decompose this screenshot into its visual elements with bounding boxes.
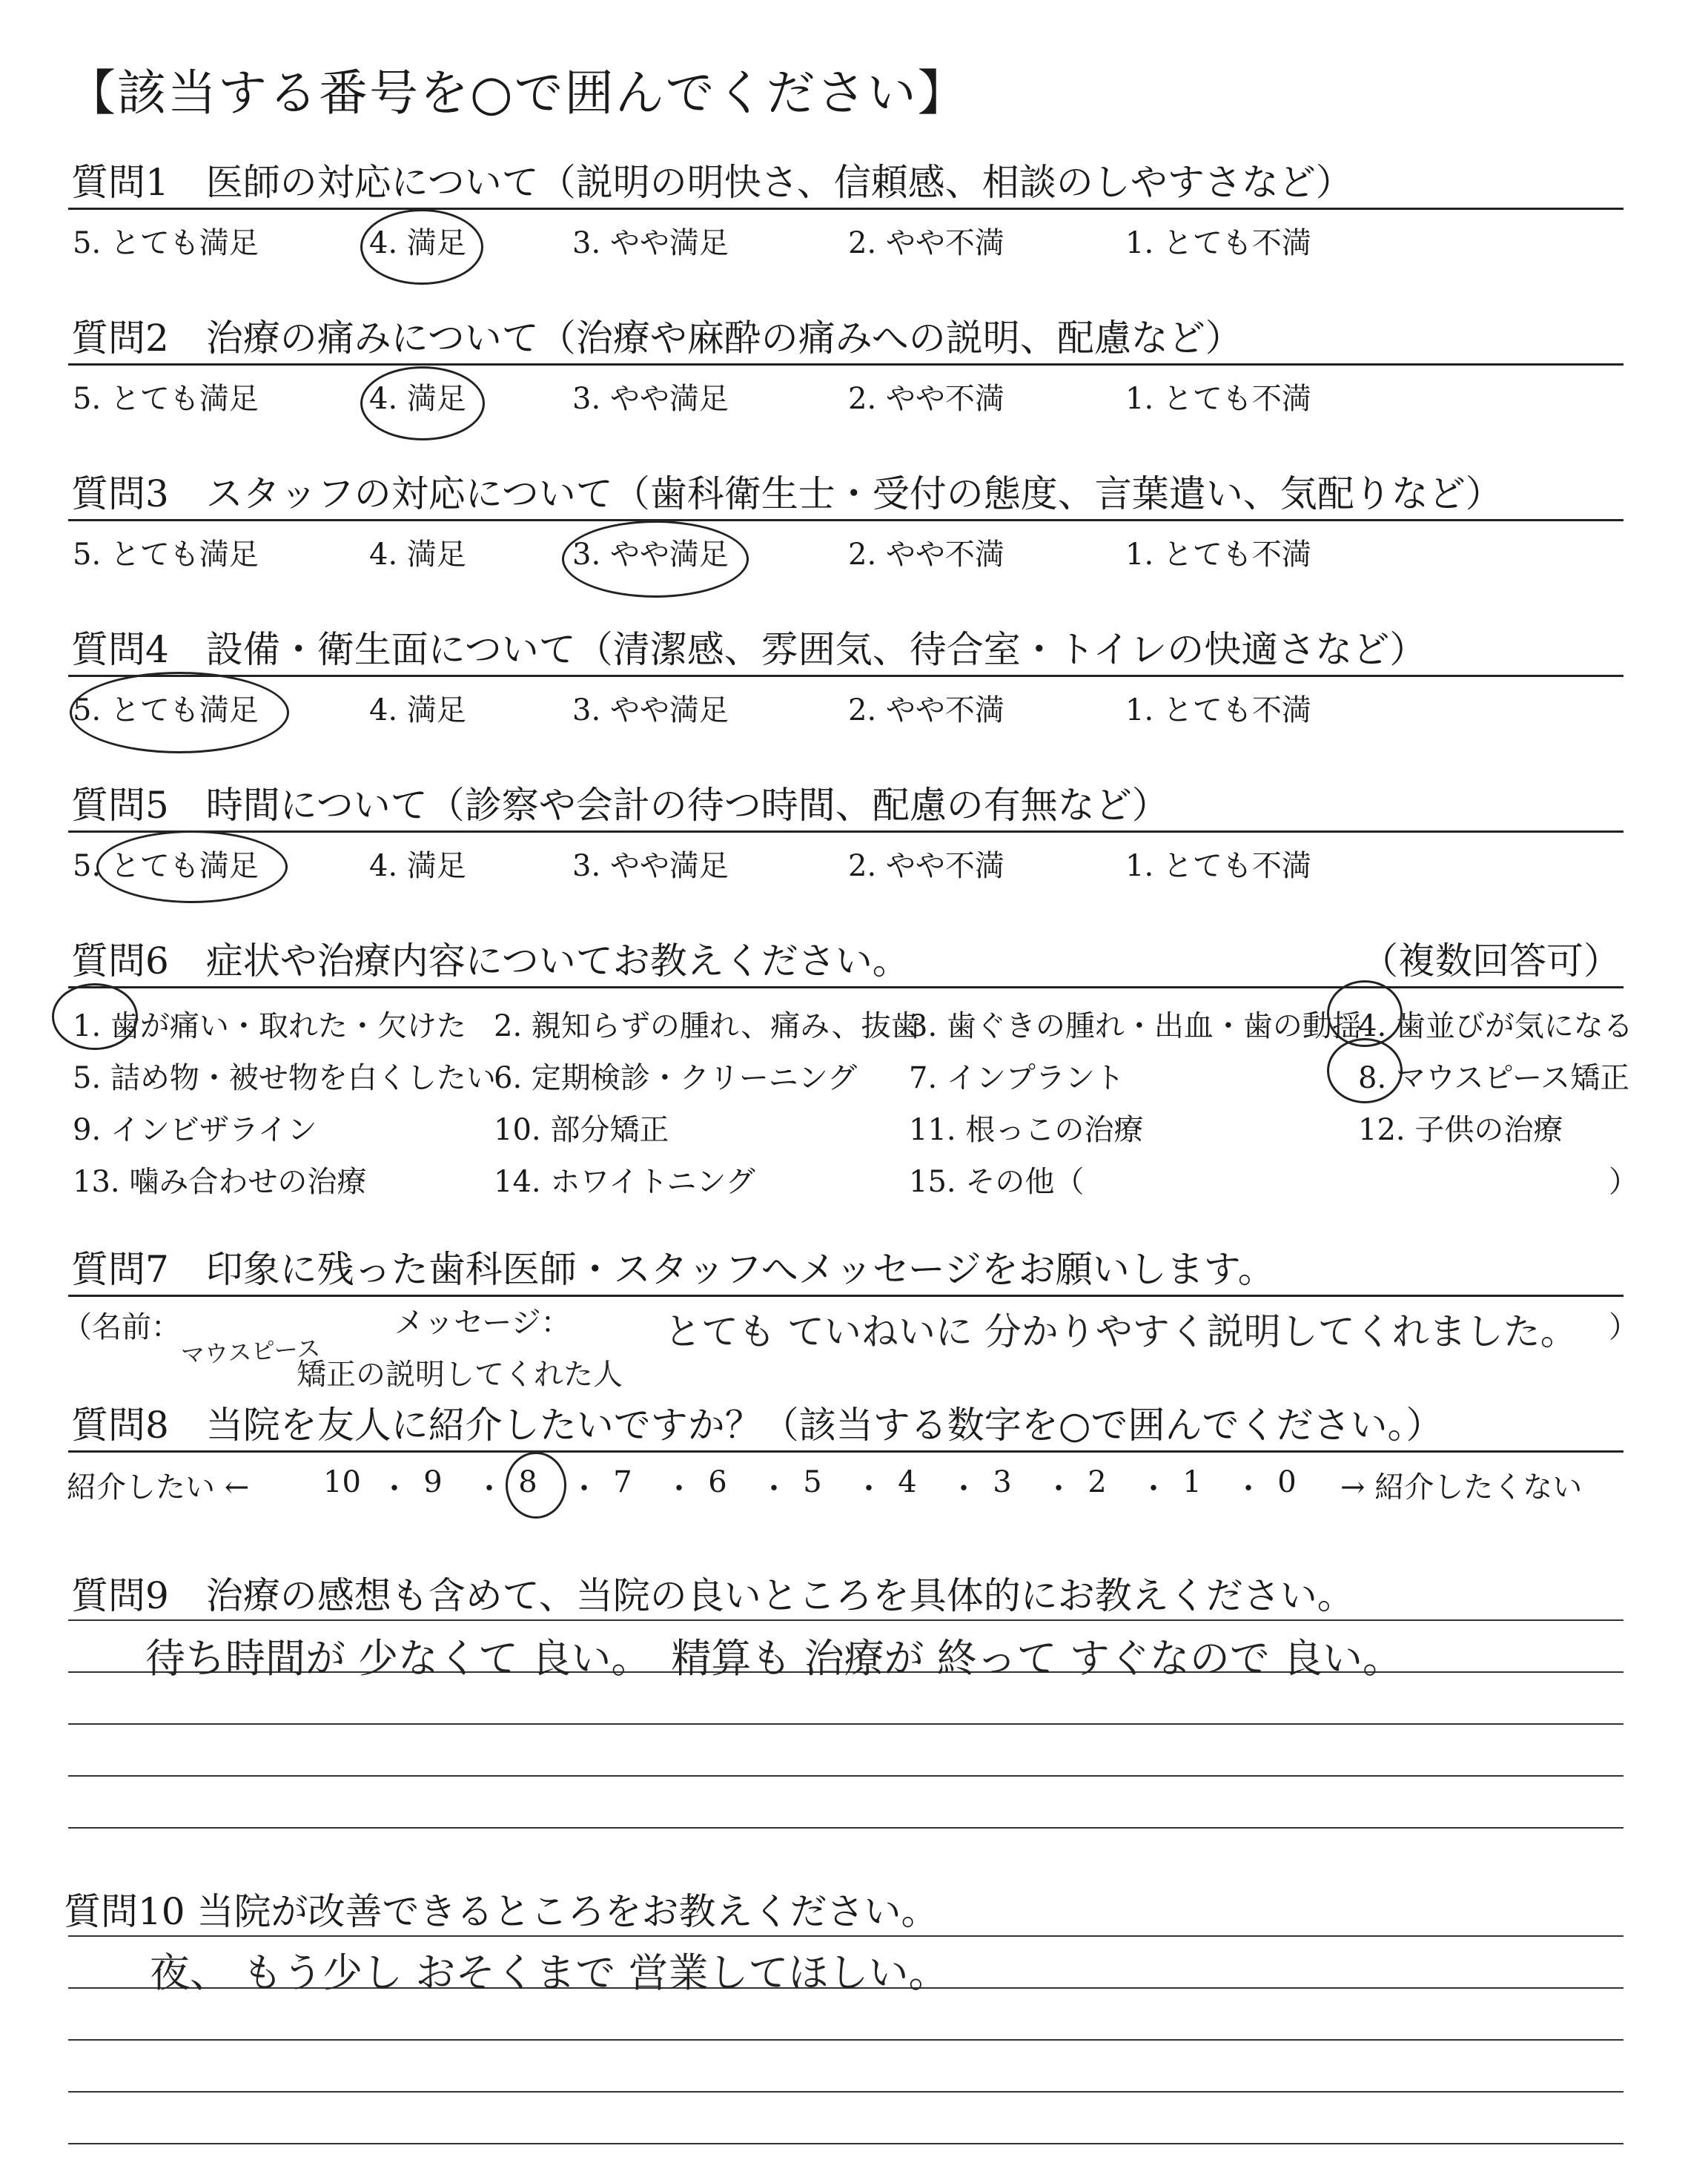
q8-scale-value-1[interactable]: 1	[1182, 1465, 1202, 1499]
q7-close: ）	[1609, 1310, 1638, 1344]
q2-option-3[interactable]: 3. やや満足	[572, 382, 729, 416]
question-5-rule	[68, 830, 1623, 833]
q6-other-close: ）	[1609, 1165, 1638, 1199]
q10-answer-line-4	[68, 2091, 1623, 2093]
q6-item-10[interactable]: 10. 部分矯正	[494, 1113, 669, 1147]
question-2-title: 質問2 治療の痛みについて（治療や麻酔の痛みへの説明、配慮など）	[71, 317, 1242, 360]
q10-answer-line-1	[68, 1935, 1623, 1937]
question-3-title: 質問3 スタッフの対応について（歯科衛生士・受付の態度、言葉遣い、気配りなど）	[71, 472, 1503, 515]
q8-scale-separator: ・	[664, 1472, 694, 1506]
q6-item-13[interactable]: 13. 噛み合わせの治療	[73, 1165, 367, 1199]
q6-item-14[interactable]: 14. ホワイトニング	[494, 1165, 755, 1199]
question-7-rule	[68, 1295, 1623, 1297]
q6-item-6[interactable]: 6. 定期検診・クリーニング	[494, 1061, 858, 1095]
q1-option-1[interactable]: 1. とても不満	[1125, 226, 1311, 260]
q9-answer-line-1	[68, 1619, 1623, 1621]
question-7-title: 質問7 印象に残った歯科医師・スタッフへメッセージをお願いします。	[71, 1248, 1275, 1291]
q2-option-2[interactable]: 2. やや不満	[848, 382, 1004, 416]
question-4-title: 質問4 設備・衛生面について（清潔感、雰囲気、待合室・トイレの快適さなど）	[71, 628, 1427, 671]
q2-option-4[interactable]: 4. 満足	[369, 382, 466, 416]
question-2-rule	[68, 363, 1623, 366]
q3-option-3[interactable]: 3. やや満足	[572, 538, 729, 572]
q2-option-1[interactable]: 1. とても不満	[1125, 382, 1311, 416]
q7-message-label: メッセージ：	[394, 1306, 571, 1340]
question-6-rule	[68, 986, 1623, 988]
q8-scale-value-10[interactable]: 10	[323, 1465, 361, 1499]
q4-option-3[interactable]: 3. やや満足	[572, 693, 729, 727]
q8-scale-separator: ・	[949, 1472, 979, 1506]
q9-answer-line-5	[68, 1827, 1623, 1829]
q7-name-value-line1[interactable]: マウスピース	[180, 1334, 322, 1370]
q8-scale-value-0[interactable]: 0	[1277, 1465, 1297, 1499]
question-10-title: 質問10 当院が改善できるところをお教えください。	[64, 1890, 939, 1933]
question-5-title: 質問5 時間について（診察や会計の待つ時間、配慮の有無など）	[71, 784, 1169, 827]
q6-item-9[interactable]: 9. インビザライン	[73, 1113, 317, 1147]
q8-scale-separator: ・	[854, 1472, 884, 1506]
q5-option-5[interactable]: 5. とても満足	[73, 849, 259, 883]
question-6-title: 質問6 症状や治療内容についてお教えください。	[71, 939, 910, 982]
q5-option-4[interactable]: 4. 満足	[369, 849, 466, 883]
q7-name-value-line2[interactable]: 矯正の説明してくれた人	[297, 1358, 623, 1392]
q3-option-4[interactable]: 4. 満足	[369, 538, 466, 572]
q1-option-5[interactable]: 5. とても満足	[73, 226, 259, 260]
q8-scale-value-5[interactable]: 5	[803, 1465, 822, 1499]
q8-scale-value-3[interactable]: 3	[993, 1465, 1012, 1499]
q1-option-4[interactable]: 4. 満足	[369, 226, 466, 260]
q6-item-7[interactable]: 7. インプラント	[909, 1061, 1125, 1095]
q5-option-2[interactable]: 2. やや不満	[848, 849, 1004, 883]
q6-item-2[interactable]: 2. 親知らずの腫れ、痛み、抜歯	[494, 1009, 921, 1043]
q7-message-value[interactable]: とても ていねいに 分かりやすく説明してくれました。	[664, 1310, 1578, 1353]
q10-answer-line-5	[68, 2143, 1623, 2144]
q10-answer[interactable]: 夜、 もう少し おそくまで 営業してほしい。	[150, 1949, 949, 1996]
q6-item-5[interactable]: 5. 詰め物・被せ物を白くしたい	[73, 1061, 496, 1095]
q3-option-2[interactable]: 2. やや不満	[848, 538, 1004, 572]
q1-option-2[interactable]: 2. やや不満	[848, 226, 1004, 260]
q6-item-15[interactable]: 15. その他（	[909, 1165, 1085, 1199]
q5-option-3[interactable]: 3. やや満足	[572, 849, 729, 883]
q10-answer-line-3	[68, 2039, 1623, 2041]
q7-name-label: （名前：	[62, 1310, 181, 1344]
q8-right-label: → 紹介したくない	[1340, 1470, 1583, 1505]
q8-scale-value-2[interactable]: 2	[1088, 1465, 1107, 1499]
q8-scale-separator: ・	[474, 1472, 504, 1506]
q5-option-1[interactable]: 1. とても不満	[1125, 849, 1311, 883]
q8-scale-separator: ・	[1234, 1472, 1263, 1506]
question-4-rule	[68, 675, 1623, 677]
q8-scale-separator: ・	[380, 1472, 409, 1506]
q8-scale-value-6[interactable]: 6	[708, 1465, 727, 1499]
form-header: 【該当する番号を○で囲んでください】	[67, 65, 968, 122]
q9-answer-line-4	[68, 1775, 1623, 1777]
question-3-rule	[68, 519, 1623, 521]
q8-scale-separator: ・	[569, 1472, 599, 1506]
q9-answer[interactable]: 待ち時間が 少なくて 良い。 精算も 治療が 終って すぐなので 良い。	[145, 1635, 1403, 1682]
q4-option-4[interactable]: 4. 満足	[369, 693, 466, 727]
q4-option-1[interactable]: 1. とても不満	[1125, 693, 1311, 727]
q8-scale-separator: ・	[1044, 1472, 1073, 1506]
q6-item-3[interactable]: 3. 歯ぐきの腫れ・出血・歯の動揺	[909, 1009, 1362, 1043]
question-6-note: （複数回答可）	[1361, 939, 1621, 982]
q1-option-3[interactable]: 3. やや満足	[572, 226, 729, 260]
q8-scale-value-7[interactable]: 7	[613, 1465, 632, 1499]
q6-item-4[interactable]: 4. 歯並びが気になる	[1358, 1009, 1633, 1043]
q4-option-2[interactable]: 2. やや不満	[848, 693, 1004, 727]
q6-item-8[interactable]: 8. マウスピース矯正	[1358, 1061, 1630, 1095]
question-8-title: 質問8 当院を友人に紹介したいですか？（該当する数字を○で囲んでください。）	[71, 1404, 1443, 1447]
q8-scale-value-4[interactable]: 4	[898, 1465, 917, 1499]
q6-item-12[interactable]: 12. 子供の治療	[1358, 1113, 1563, 1147]
question-1-rule	[68, 208, 1623, 210]
q4-option-5[interactable]: 5. とても満足	[73, 693, 259, 727]
q2-option-5[interactable]: 5. とても満足	[73, 382, 259, 416]
question-1-title: 質問1 医師の対応について（説明の明快さ、信頼感、相談のしやすさなど）	[71, 161, 1353, 204]
q3-option-5[interactable]: 5. とても満足	[73, 538, 259, 572]
question-8-rule	[68, 1450, 1623, 1453]
q6-item-1[interactable]: 1. 歯が痛い・取れた・欠けた	[73, 1009, 466, 1043]
q9-answer-line-3	[68, 1723, 1623, 1725]
q3-option-1[interactable]: 1. とても不満	[1125, 538, 1311, 572]
q8-scale-value-9[interactable]: 9	[423, 1465, 443, 1499]
q8-scale-value-8[interactable]: 8	[518, 1465, 537, 1499]
q8-scale-separator: ・	[759, 1472, 789, 1506]
q8-scale-separator: ・	[1139, 1472, 1168, 1506]
q6-item-11[interactable]: 11. 根っこの治療	[909, 1113, 1144, 1147]
q8-left-label: 紹介したい ←	[67, 1470, 250, 1505]
question-9-title: 質問9 治療の感想も含めて、当院の良いところを具体的にお教えください。	[71, 1574, 1354, 1617]
